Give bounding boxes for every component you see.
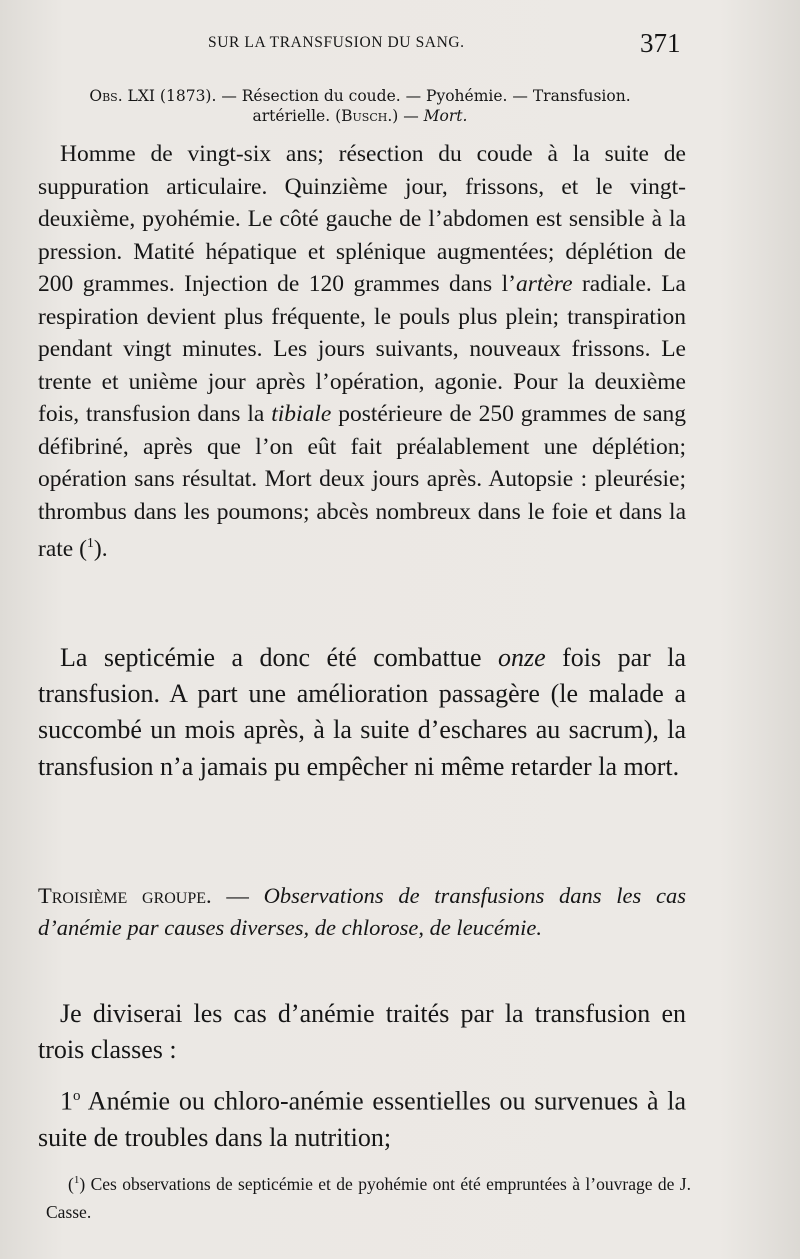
intro-paragraph — [38, 996, 686, 1068]
page-number: 371 — [640, 28, 681, 58]
footnote-marker: 1 — [73, 1174, 80, 1186]
text-run: Je diviserai les cas d’anémie traités par la transfusion en trois classes : — [38, 999, 686, 1065]
observation-outcome: Mort. — [423, 107, 468, 125]
footnote-reference: 1 — [86, 536, 94, 551]
ordinal-marker: o — [73, 1088, 81, 1104]
text-run: postérieure de 250 grammes de sang défibriné, après que l’on eût fait préalablement une déplétion; opération sans résultat. Mort deux jours après. Autopsie : pleurésie; thrombus dans les poumons; abcès nombreux dans le foie et dans la rate ( — [38, 401, 686, 562]
observation-author: Busch — [341, 107, 388, 125]
italic-run: onze — [498, 643, 546, 672]
observation-paragraph — [38, 138, 686, 565]
footnote-text: Ces observations de septicémie et de pyohémie ont été empruntées à l’ouvrage de J. Casse. — [46, 1173, 691, 1222]
section-heading — [38, 880, 686, 944]
observation-label: Obs. LXI (1873). — [89, 87, 217, 105]
text-run: La septicémie a donc été combattue — [60, 643, 498, 672]
italic-run: tibiale — [271, 401, 332, 427]
text-run: Anémie ou chloro-anémie essentielles ou survenues à la suite de troubles dans la nutrition; — [38, 1086, 686, 1152]
list-number: 1 — [60, 1086, 73, 1116]
text-run: fois par la transfusion. A part une amélioration passagère (le malade a succombé un mois après, à la suite d’eschares au sacrum), la transfusion n’a jamais pu empêcher ni même retarder la mort. — [38, 643, 686, 781]
section-label: Troisième groupe. — [38, 883, 212, 908]
text-run: ). — [93, 535, 108, 562]
list-item — [38, 1078, 686, 1156]
observation-title-close: .) — — [387, 107, 424, 125]
footnote: ($^1$) Ces observations de septicémie et de pyohémie ont été empruntées à l’ouvrage de J. Casse. — [46, 1173, 691, 1222]
text-run: Homme de vingt-six ans; résection du coude à la suite de suppuration articulaire. Quinzième jour, frissons, et le vingt-deuxième, pyohémie. Le côté gauche de l’abdomen est sensible à la pression. Matité hépatique et splénique augmentées; déplétion de 200 grammes. Injection de 120 grammes dans l’ — [38, 141, 686, 297]
text-run: radiale. La respiration devient plus fréquente, le pouls plus plein; transpiration pendant vingt minutes. Les jours suivants, nouveaux frissons. Le trente et unième jour après l’opération, agonie. Pour la deuxième fois, transfusion dans la — [38, 271, 686, 427]
italic-run: artère — [515, 271, 573, 297]
running-head: SUR LA TRANSFUSION DU SANG. — [208, 34, 465, 51]
section-title: Observations de transfusions dans les cas d’anémie par causes diverses, de chlorose, de leucémie. — [38, 883, 687, 940]
observation-heading — [60, 86, 660, 126]
observation-title: — Résection du coude. — Pyohémie. — Transfusion. artérielle. ( — [216, 87, 631, 125]
text-run: — — [211, 883, 264, 908]
summary-paragraph — [38, 640, 686, 785]
